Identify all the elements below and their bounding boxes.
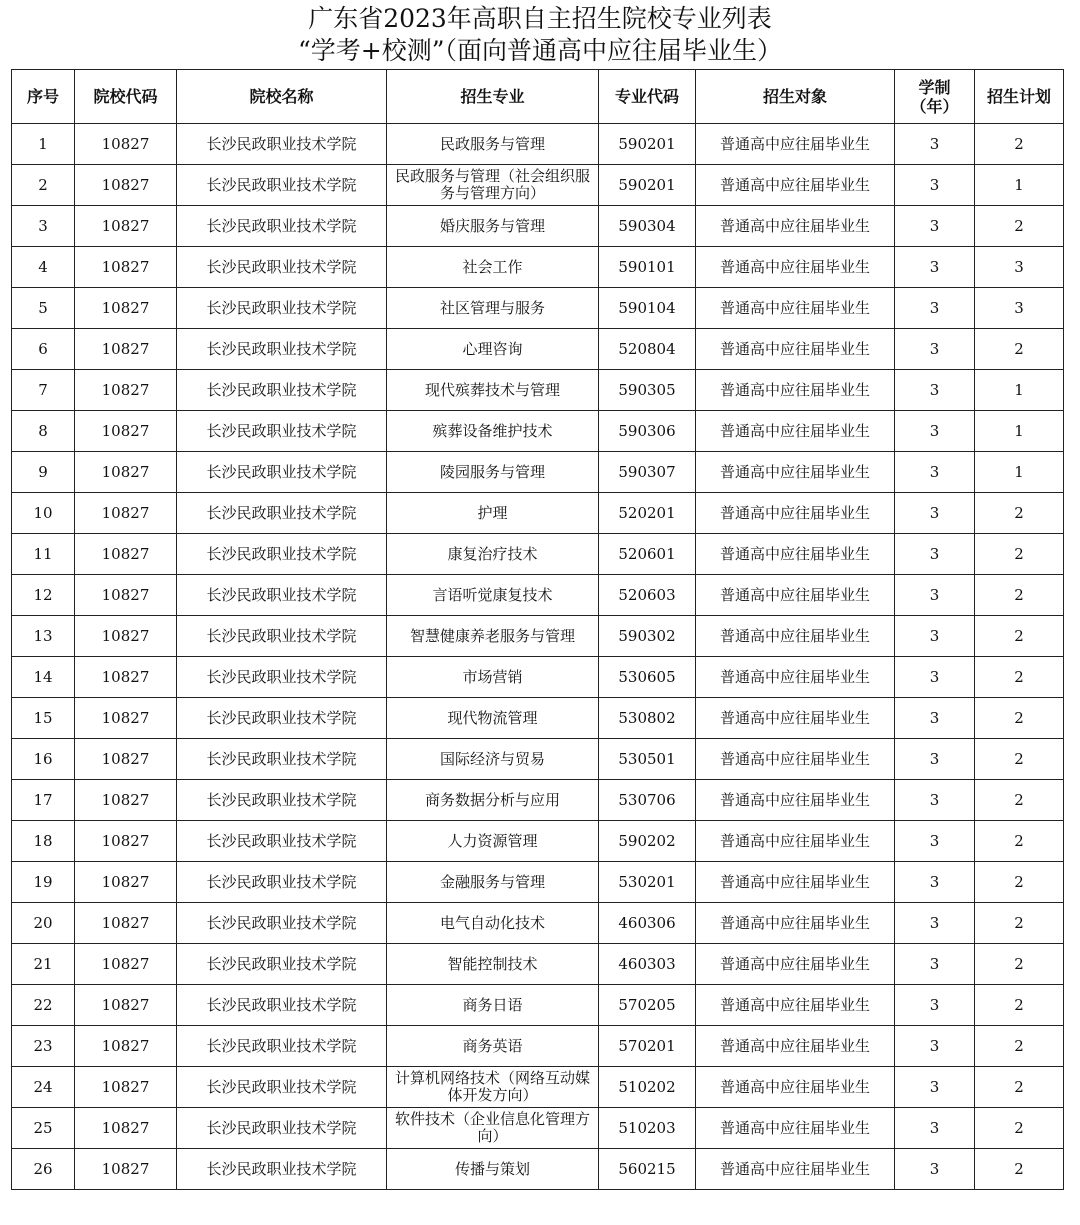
cell-school-name: 长沙民政职业技术学院 [177,411,387,452]
cell-no: 8 [12,411,75,452]
cell-target: 普通高中应往届毕业生 [696,247,895,288]
cell-plan: 2 [975,1108,1064,1149]
cell-no: 14 [12,657,75,698]
table-row [12,575,1064,616]
cell-school-name: 长沙民政职业技术学院 [177,206,387,247]
cell-no: 24 [12,1067,75,1108]
cell-years: 3 [895,452,975,493]
cell-major-code: 590302 [599,616,696,657]
cell-major-code: 590101 [599,247,696,288]
cell-major: 商务英语 [387,1026,599,1067]
cell-major-code: 590306 [599,411,696,452]
cell-no: 9 [12,452,75,493]
cell-plan: 2 [975,124,1064,165]
cell-school-name: 长沙民政职业技术学院 [177,821,387,862]
cell-school-name: 长沙民政职业技术学院 [177,944,387,985]
cell-no: 21 [12,944,75,985]
cell-major-code: 460303 [599,944,696,985]
cell-school-name: 长沙民政职业技术学院 [177,657,387,698]
cell-major-code: 590104 [599,288,696,329]
cell-major: 电气自动化技术 [387,903,599,944]
table-row [12,780,1064,821]
cell-school-code: 10827 [75,206,177,247]
cell-major-code: 530201 [599,862,696,903]
cell-years: 3 [895,165,975,206]
cell-school-code: 10827 [75,411,177,452]
cell-major: 康复治疗技术 [387,534,599,575]
cell-major: 智慧健康养老服务与管理 [387,616,599,657]
table-row [12,1026,1064,1067]
cell-school-name: 长沙民政职业技术学院 [177,780,387,821]
cell-years: 3 [895,698,975,739]
cell-no: 10 [12,493,75,534]
cell-major: 现代物流管理 [387,698,599,739]
header-plan: 招生计划 [975,70,1064,124]
header-school-code: 院校代码 [75,70,177,124]
cell-school-name: 长沙民政职业技术学院 [177,1067,387,1108]
cell-major: 现代殡葬技术与管理 [387,370,599,411]
table-row [12,124,1064,165]
cell-major: 计算机网络技术（网络互动媒体开发方向） [387,1067,599,1108]
table-row [12,206,1064,247]
table-row [12,616,1064,657]
cell-plan: 2 [975,493,1064,534]
cell-school-code: 10827 [75,575,177,616]
cell-major-code: 590201 [599,165,696,206]
cell-major: 社会工作 [387,247,599,288]
cell-school-code: 10827 [75,165,177,206]
cell-school-code: 10827 [75,616,177,657]
cell-target: 普通高中应往届毕业生 [696,411,895,452]
cell-years: 3 [895,575,975,616]
cell-target: 普通高中应往届毕业生 [696,206,895,247]
cell-major-code: 520601 [599,534,696,575]
cell-major-code: 590307 [599,452,696,493]
cell-major: 软件技术（企业信息化管理方向） [387,1108,599,1149]
table-row [12,165,1064,206]
cell-plan: 2 [975,698,1064,739]
cell-plan: 2 [975,1067,1064,1108]
cell-school-code: 10827 [75,329,177,370]
table-row [12,821,1064,862]
cell-target: 普通高中应往届毕业生 [696,493,895,534]
cell-years: 3 [895,1108,975,1149]
cell-school-code: 10827 [75,370,177,411]
cell-school-name: 长沙民政职业技术学院 [177,493,387,534]
cell-school-code: 10827 [75,1108,177,1149]
cell-plan: 2 [975,206,1064,247]
cell-major-code: 510203 [599,1108,696,1149]
cell-no: 19 [12,862,75,903]
cell-years: 3 [895,616,975,657]
cell-major-code: 590304 [599,206,696,247]
cell-major: 商务数据分析与应用 [387,780,599,821]
table-row [12,452,1064,493]
cell-school-code: 10827 [75,1067,177,1108]
cell-major-code: 520603 [599,575,696,616]
cell-school-code: 10827 [75,124,177,165]
header-target: 招生对象 [696,70,895,124]
cell-target: 普通高中应往届毕业生 [696,944,895,985]
header-major: 招生专业 [387,70,599,124]
table-row [12,739,1064,780]
cell-target: 普通高中应往届毕业生 [696,903,895,944]
cell-no: 23 [12,1026,75,1067]
table-row [12,329,1064,370]
header-no: 序号 [12,70,75,124]
cell-no: 3 [12,206,75,247]
table-row [12,698,1064,739]
cell-school-code: 10827 [75,288,177,329]
cell-target: 普通高中应往届毕业生 [696,329,895,370]
cell-no: 13 [12,616,75,657]
cell-years: 3 [895,329,975,370]
cell-major: 言语听觉康复技术 [387,575,599,616]
cell-major-code: 590305 [599,370,696,411]
cell-years: 3 [895,534,975,575]
cell-target: 普通高中应往届毕业生 [696,1108,895,1149]
cell-years: 3 [895,124,975,165]
cell-years: 3 [895,862,975,903]
cell-target: 普通高中应往届毕业生 [696,616,895,657]
cell-target: 普通高中应往届毕业生 [696,657,895,698]
cell-school-code: 10827 [75,698,177,739]
cell-years: 3 [895,493,975,534]
cell-target: 普通高中应往届毕业生 [696,1026,895,1067]
header-major-code: 专业代码 [599,70,696,124]
cell-no: 22 [12,985,75,1026]
cell-major-code: 530605 [599,657,696,698]
cell-major: 陵园服务与管理 [387,452,599,493]
cell-target: 普通高中应往届毕业生 [696,452,895,493]
cell-plan: 2 [975,862,1064,903]
header-years-line1: 学制 [918,77,951,97]
cell-plan: 1 [975,452,1064,493]
table-row [12,493,1064,534]
cell-target: 普通高中应往届毕业生 [696,575,895,616]
cell-school-name: 长沙民政职业技术学院 [177,903,387,944]
cell-school-code: 10827 [75,739,177,780]
cell-school-code: 10827 [75,821,177,862]
cell-years: 3 [895,944,975,985]
cell-no: 5 [12,288,75,329]
document-title: 广东省2023年高职自主招生院校专业列表 [308,4,772,33]
cell-major-code: 510202 [599,1067,696,1108]
cell-plan: 1 [975,370,1064,411]
cell-major: 智能控制技术 [387,944,599,985]
table-row [12,534,1064,575]
cell-target: 普通高中应往届毕业生 [696,739,895,780]
cell-school-code: 10827 [75,1149,177,1190]
cell-target: 普通高中应往届毕业生 [696,165,895,206]
cell-plan: 2 [975,944,1064,985]
cell-target: 普通高中应往届毕业生 [696,985,895,1026]
cell-no: 4 [12,247,75,288]
table-row [12,1067,1064,1108]
cell-plan: 1 [975,411,1064,452]
cell-no: 25 [12,1108,75,1149]
cell-major: 民政服务与管理（社会组织服务与管理方向） [387,165,599,206]
cell-target: 普通高中应往届毕业生 [696,370,895,411]
cell-target: 普通高中应往届毕业生 [696,1149,895,1190]
cell-years: 3 [895,1067,975,1108]
cell-major-code: 530501 [599,739,696,780]
cell-target: 普通高中应往届毕业生 [696,780,895,821]
cell-school-code: 10827 [75,862,177,903]
cell-school-code: 10827 [75,944,177,985]
cell-major: 市场营销 [387,657,599,698]
table-row [12,862,1064,903]
cell-no: 26 [12,1149,75,1190]
cell-years: 3 [895,206,975,247]
cell-no: 17 [12,780,75,821]
cell-no: 15 [12,698,75,739]
cell-target: 普通高中应往届毕业生 [696,862,895,903]
cell-no: 20 [12,903,75,944]
cell-school-code: 10827 [75,493,177,534]
cell-years: 3 [895,985,975,1026]
table-row [12,1108,1064,1149]
cell-plan: 2 [975,616,1064,657]
cell-school-name: 长沙民政职业技术学院 [177,247,387,288]
table-row [12,903,1064,944]
cell-major-code: 530706 [599,780,696,821]
cell-major-code: 570205 [599,985,696,1026]
table-row [12,657,1064,698]
cell-school-name: 长沙民政职业技术学院 [177,985,387,1026]
table-row [12,944,1064,985]
cell-major-code: 590201 [599,124,696,165]
table-row [12,411,1064,452]
table-row [12,288,1064,329]
cell-plan: 2 [975,1026,1064,1067]
cell-major-code: 530802 [599,698,696,739]
cell-major: 心理咨询 [387,329,599,370]
cell-major-code: 560215 [599,1149,696,1190]
table-row [12,985,1064,1026]
cell-school-name: 长沙民政职业技术学院 [177,1026,387,1067]
cell-years: 3 [895,739,975,780]
cell-major: 商务日语 [387,985,599,1026]
cell-school-name: 长沙民政职业技术学院 [177,616,387,657]
cell-target: 普通高中应往届毕业生 [696,534,895,575]
cell-major: 金融服务与管理 [387,862,599,903]
cell-years: 3 [895,1026,975,1067]
cell-plan: 2 [975,657,1064,698]
table-row [12,370,1064,411]
cell-plan: 3 [975,288,1064,329]
header-years [895,70,975,124]
cell-plan: 2 [975,821,1064,862]
cell-school-code: 10827 [75,780,177,821]
cell-school-code: 10827 [75,985,177,1026]
cell-school-name: 长沙民政职业技术学院 [177,124,387,165]
cell-plan: 2 [975,739,1064,780]
table-row [12,247,1064,288]
cell-years: 3 [895,657,975,698]
cell-plan: 2 [975,534,1064,575]
cell-target: 普通高中应往届毕业生 [696,124,895,165]
cell-major: 传播与策划 [387,1149,599,1190]
cell-years: 3 [895,1149,975,1190]
cell-plan: 1 [975,165,1064,206]
cell-major-code: 520804 [599,329,696,370]
cell-no: 16 [12,739,75,780]
cell-no: 12 [12,575,75,616]
cell-no: 2 [12,165,75,206]
cell-major: 人力资源管理 [387,821,599,862]
cell-school-code: 10827 [75,657,177,698]
cell-school-code: 10827 [75,534,177,575]
cell-years: 3 [895,247,975,288]
cell-school-name: 长沙民政职业技术学院 [177,534,387,575]
cell-school-name: 长沙民政职业技术学院 [177,1149,387,1190]
cell-school-name: 长沙民政职业技术学院 [177,288,387,329]
cell-major-code: 520201 [599,493,696,534]
cell-school-code: 10827 [75,903,177,944]
cell-no: 18 [12,821,75,862]
cell-years: 3 [895,903,975,944]
cell-target: 普通高中应往届毕业生 [696,698,895,739]
cell-school-name: 长沙民政职业技术学院 [177,1108,387,1149]
cell-years: 3 [895,780,975,821]
cell-school-name: 长沙民政职业技术学院 [177,370,387,411]
cell-school-code: 10827 [75,247,177,288]
cell-school-name: 长沙民政职业技术学院 [177,452,387,493]
cell-plan: 2 [975,985,1064,1026]
cell-major: 国际经济与贸易 [387,739,599,780]
cell-no: 11 [12,534,75,575]
cell-target: 普通高中应往届毕业生 [696,821,895,862]
cell-major-code: 570201 [599,1026,696,1067]
cell-plan: 3 [975,247,1064,288]
cell-no: 7 [12,370,75,411]
cell-school-name: 长沙民政职业技术学院 [177,862,387,903]
cell-school-name: 长沙民政职业技术学院 [177,739,387,780]
cell-major: 社区管理与服务 [387,288,599,329]
cell-plan: 2 [975,780,1064,821]
cell-major-code: 590202 [599,821,696,862]
cell-plan: 2 [975,1149,1064,1190]
cell-school-code: 10827 [75,1026,177,1067]
cell-target: 普通高中应往届毕业生 [696,288,895,329]
cell-school-name: 长沙民政职业技术学院 [177,698,387,739]
cell-school-name: 长沙民政职业技术学院 [177,165,387,206]
cell-plan: 2 [975,575,1064,616]
table-header-row [12,70,1064,124]
table-body [12,124,1064,1190]
cell-no: 6 [12,329,75,370]
cell-no: 1 [12,124,75,165]
header-school-name: 院校名称 [177,70,387,124]
cell-school-name: 长沙民政职业技术学院 [177,575,387,616]
cell-major: 婚庆服务与管理 [387,206,599,247]
cell-major: 民政服务与管理 [387,124,599,165]
cell-years: 3 [895,370,975,411]
document-subtitle: “学考+校测”（面向普通高中应往届毕业生） [297,36,782,65]
cell-years: 3 [895,288,975,329]
cell-target: 普通高中应往届毕业生 [696,1067,895,1108]
header-years-line2: （年） [910,96,959,116]
cell-school-code: 10827 [75,452,177,493]
cell-major: 殡葬设备维护技术 [387,411,599,452]
cell-major-code: 460306 [599,903,696,944]
cell-major: 护理 [387,493,599,534]
cell-years: 3 [895,411,975,452]
cell-school-name: 长沙民政职业技术学院 [177,329,387,370]
table-row [12,1149,1064,1190]
cell-plan: 2 [975,329,1064,370]
cell-years: 3 [895,821,975,862]
cell-plan: 2 [975,903,1064,944]
enrollment-table [11,69,1064,1190]
